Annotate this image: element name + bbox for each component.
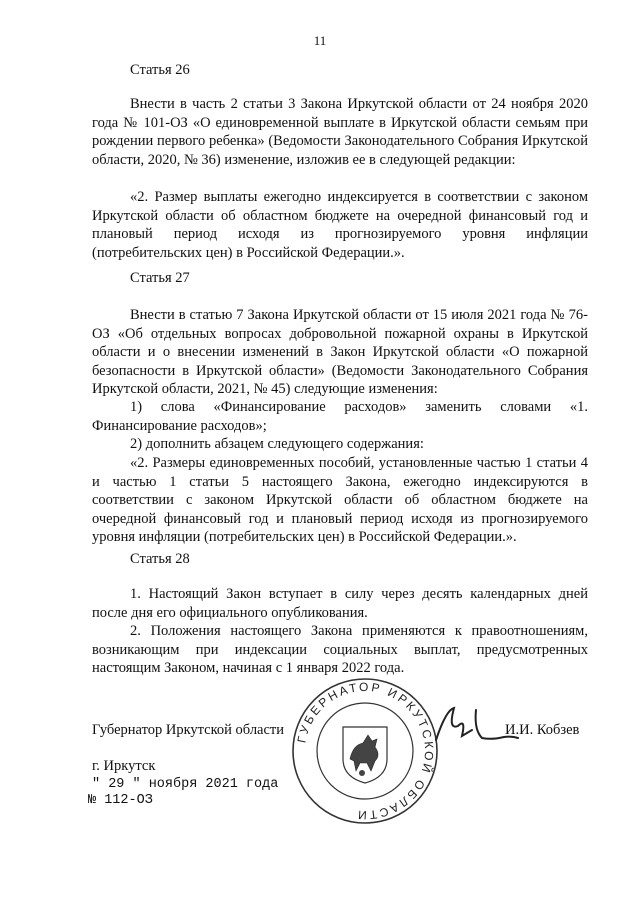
article-28-paragraph-2: 2. Положения настоящего Закона применяются к правоотношениям, возникающим при индексации социальных выплат, предусмотренных настоящим Законом, начиная с 1 января 2022 года. [92, 623, 588, 677]
article-27-paragraph-3: 2) дополнить абзацем следующего содержания: [130, 436, 424, 452]
article-27-paragraph-1: Внести в статью 7 Закона Иркутской области от 15 июля 2021 года № 76-ОЗ «Об отдельных вопросах добровольной пожарной охраны в Иркутской области и о внесении изменений в Закон Иркутской области «О пожарной безопасности в Иркутской области» (Ведомости Законодательного Собрания Иркутской области, 2021, № 45) следующие изменения: [92, 307, 588, 398]
signatory-title: Губернатор Иркутской области [92, 722, 285, 738]
coat-of-arms-icon [343, 727, 387, 783]
signatory-name: И.И. Кобзев [505, 722, 580, 738]
article-26-paragraph-2: «2. Размер выплаты ежегодно индексируется в соответствии с законом Иркутской области об областном бюджете на очередной финансовый год и плановый период исходя из прогнозируемого уровня инфляции (потребительских цен) в Российской Федерации.». [92, 189, 588, 261]
law-number: № 112-ОЗ [88, 793, 153, 808]
signing-date: " 29 " ноября 2021 года [92, 777, 279, 792]
article-28-paragraph-1: 1. Настоящий Закон вступает в силу через десять календарных дней после дня его официального опубликования. [92, 586, 588, 621]
article-27-heading: Статья 27 [130, 270, 190, 286]
seal-text: ГУБЕРНАТОР ИРКУТСКОЙ ОБЛАСТИ [294, 679, 437, 823]
article-27-paragraph-4: «2. Размеры единовременных пособий, установленные частью 1 статьи 4 и частью 1 статьи 5 настоящего Закона, ежегодно индексируются в соответствии с законом Иркутской области об областном бюджете на очередной финансовый год и плановый период исходя из прогнозируемого уровня инфляции (потребительских цен) в Российской Федерации.». [92, 455, 588, 546]
page-number: 11 [313, 33, 327, 48]
official-seal [290, 676, 440, 826]
article-26-paragraph-1: Внести в часть 2 статьи 3 Закона Иркутской области от 24 ноября 2020 года № 101-ОЗ «О единовременной выплате в Иркутской области семьям при рождении первого ребенка» (Ведомости Законодательного Собрания Иркутской области, 2020, № 36) изменение, изложив ее в следующей редакции: [92, 96, 588, 168]
article-28-heading: Статья 28 [130, 551, 190, 567]
article-27-paragraph-2: 1) слова «Финансирование расходов» заменить словами «1. Финансирование расходов»; [92, 399, 588, 434]
signing-city: г. Иркутск [92, 758, 156, 774]
article-26-heading: Статья 26 [130, 62, 190, 78]
